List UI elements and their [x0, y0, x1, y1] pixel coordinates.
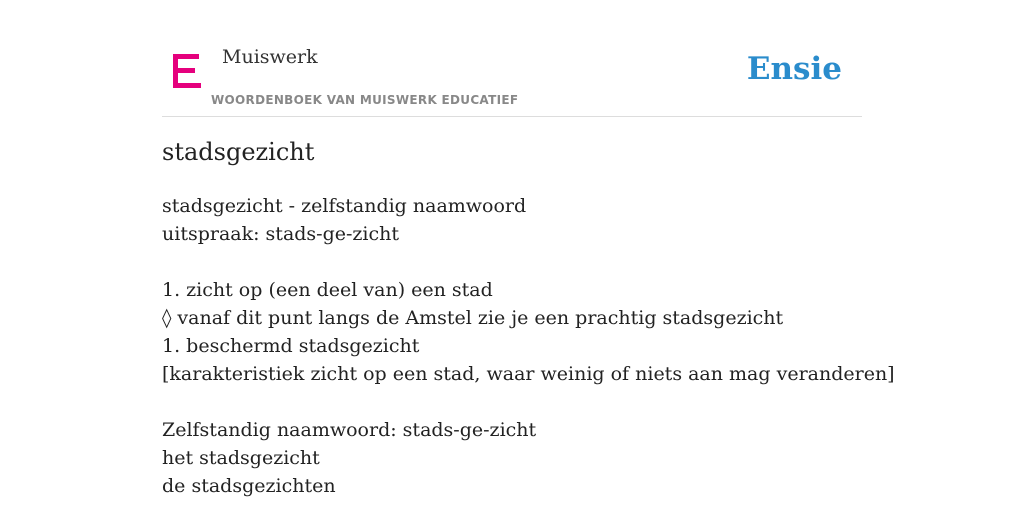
ensie-logo-link[interactable]: Ensie — [746, 51, 842, 87]
singular-form: het stadsgezicht — [162, 447, 320, 469]
definition-2-explanation: [karakteristiek zicht op een stad, waar weinig of niets aan mag veranderen] — [162, 363, 895, 385]
definition-2: 1. beschermd stadsgezicht — [162, 335, 420, 357]
spacer — [162, 248, 895, 276]
header — [162, 0, 862, 117]
page-title: stadsgezicht — [162, 138, 315, 166]
brand-name-link[interactable]: Muiswerk — [222, 46, 318, 68]
pronunciation-line: uitspraak: stads-ge-zicht — [162, 223, 400, 245]
entry-content — [162, 192, 895, 500]
word-type-line: stadsgezicht - zelfstandig naamwoord — [162, 195, 527, 217]
definition-1: 1. zicht op (een deel van) een stad — [162, 279, 493, 301]
page-container — [162, 0, 895, 512]
plural-form: de stadsgezichten — [162, 475, 336, 497]
grammar-line: Zelfstandig naamwoord: stads-ge-zicht — [162, 419, 537, 441]
spacer — [162, 388, 895, 416]
brand-subtitle: WOORDENBOEK VAN MUISWERK EDUCATIEF — [211, 93, 519, 107]
example-1: ◊ vanaf dit punt langs de Amstel zie je een prachtig stadsgezicht — [162, 307, 784, 329]
muiswerk-logo-icon[interactable] — [173, 54, 201, 88]
